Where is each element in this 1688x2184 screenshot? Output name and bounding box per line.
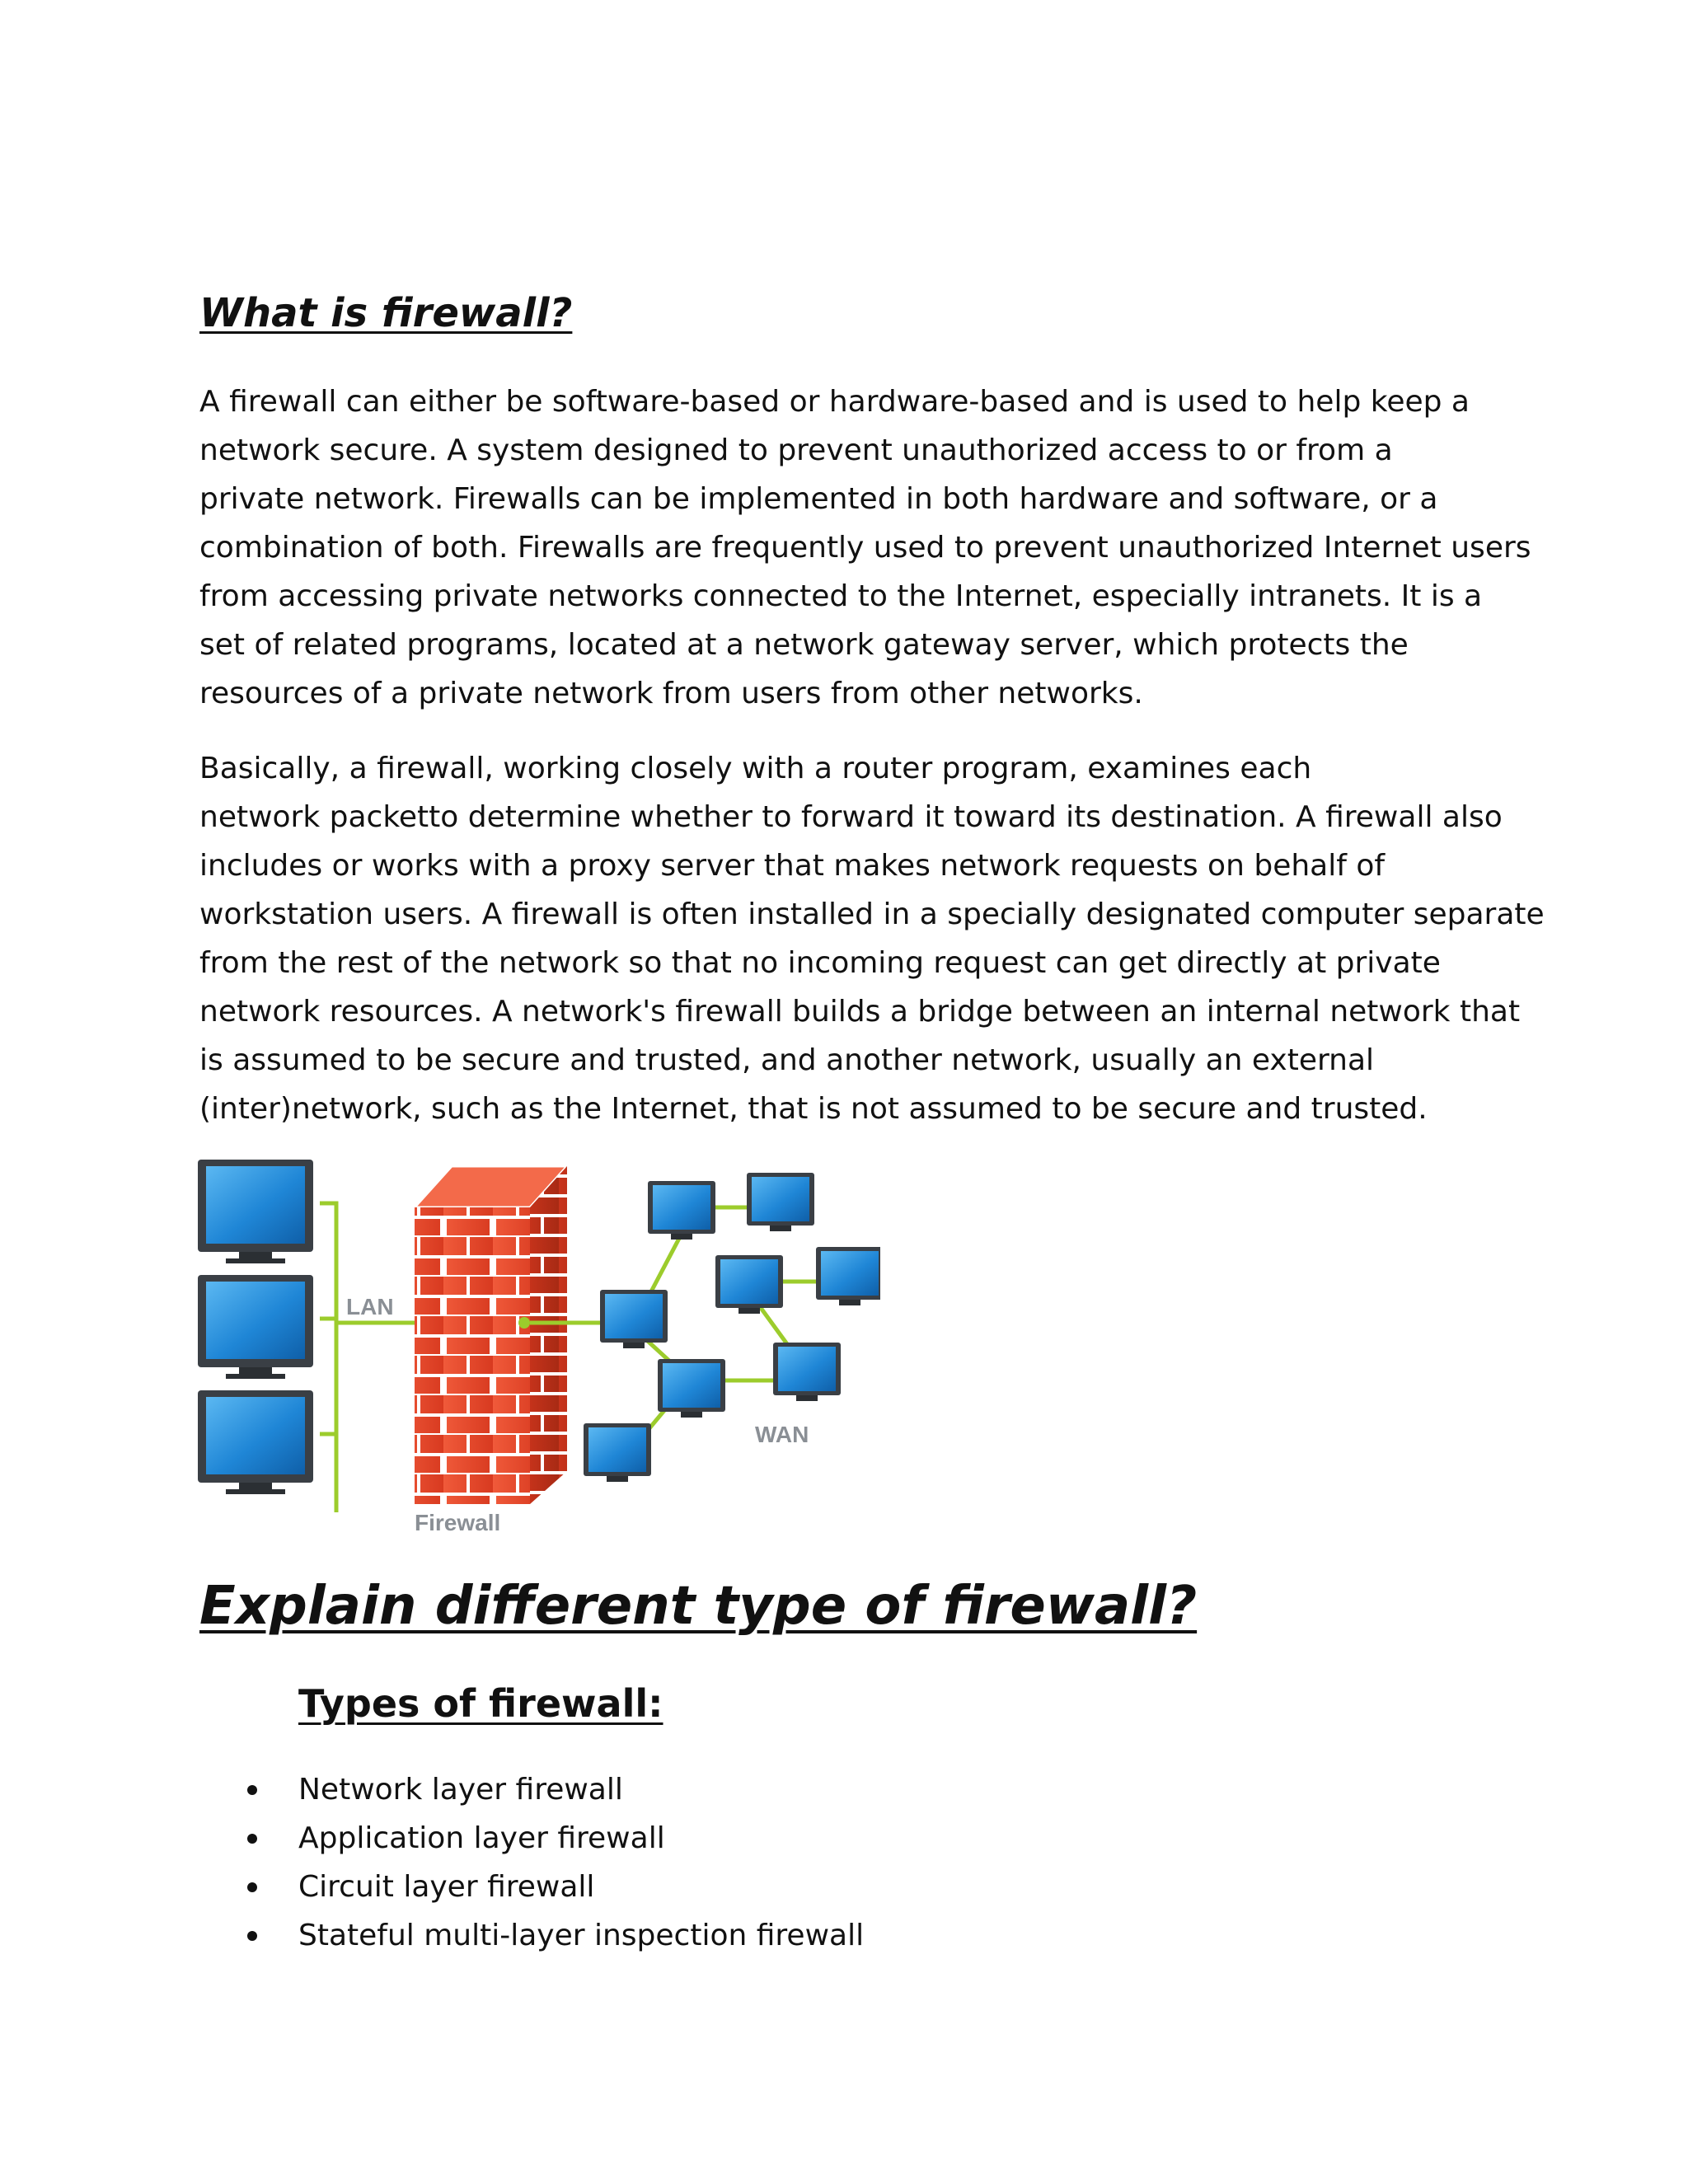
text-line: workstation users. A firewall is often installed in a specially designated computer separate: [199, 898, 1545, 931]
bullet-icon: [247, 1834, 257, 1844]
text-line: network packetto determine whether to forward it toward its destination. A firewall also: [199, 800, 1503, 834]
wan-computer-3: [600, 1290, 668, 1348]
text-line: (inter)network, such as the Internet, that is not assumed to be secure and trusted.: [199, 1092, 1428, 1126]
wan-computer-8: [584, 1423, 651, 1482]
wan-computer-6: [658, 1359, 725, 1418]
wan-computer-4: [715, 1255, 783, 1314]
bullet-icon: [247, 1931, 257, 1941]
lan-computer-3: [198, 1390, 313, 1494]
paragraph-firewall-operation: [199, 744, 1545, 1133]
lan-computer-2: [198, 1275, 313, 1379]
list-item-text: Application layer firewall: [298, 1821, 665, 1855]
list-item: [247, 1863, 864, 1911]
wan-computer-2: [747, 1173, 814, 1231]
lan-computer-1: [198, 1160, 313, 1263]
list-item-text: Network layer firewall: [298, 1773, 623, 1807]
heading-what-is-firewall: What is firewall?: [199, 290, 573, 336]
firewall-label: Firewall: [415, 1510, 501, 1535]
text-line: set of related programs, located at a network gateway server, which protects the: [199, 628, 1409, 662]
text-line: from the rest of the network so that no incoming request can get directly at private: [199, 946, 1441, 980]
list-item: [247, 1911, 864, 1960]
text-line: network secure. A system designed to prevent unauthorized access to or from a: [199, 434, 1393, 467]
subheading-types-of-firewall: Types of firewall:: [298, 1681, 663, 1726]
heading-firewall-types: Explain different type of firewall?: [199, 1576, 1198, 1637]
text-line: is assumed to be secure and trusted, and another network, usually an external: [199, 1043, 1375, 1077]
text-line: network resources. A network's firewall builds a bridge between an internal network that: [199, 995, 1521, 1029]
text-line: combination of both. Firewalls are frequently used to prevent unauthorized Internet users: [199, 531, 1531, 565]
text-line: private network. Firewalls can be implemented in both hardware and software, or a: [199, 482, 1438, 516]
text-line: Basically, a firewall, working closely with a router program, examines each: [199, 752, 1312, 785]
list-item-text: Circuit layer firewall: [298, 1870, 595, 1904]
bullet-icon: [247, 1882, 257, 1892]
lan-label: LAN: [346, 1294, 394, 1319]
text-line: from accessing private networks connected to the Internet, especially intranets. It is a: [199, 579, 1483, 613]
firewall-network-diagram: [196, 1158, 880, 1537]
text-line: resources of a private network from users from other networks.: [199, 677, 1143, 710]
wan-computer-7: [773, 1343, 841, 1401]
firewall-types-list: [247, 1765, 864, 1960]
text-line: includes or works with a proxy server that makes network requests on behalf of: [199, 849, 1386, 883]
wan-computer-1: [648, 1181, 715, 1240]
list-item: [247, 1814, 864, 1863]
wan-computer-5: [816, 1247, 880, 1305]
list-item: [247, 1765, 864, 1814]
firewall-wall-icon: [415, 1166, 567, 1504]
list-item-text: Stateful multi-layer inspection firewall: [298, 1919, 865, 1952]
text-line: A firewall can either be software-based or hardware-based and is used to help keep a: [199, 385, 1470, 419]
bullet-icon: [247, 1785, 257, 1795]
paragraph-firewall-definition: [199, 377, 1531, 718]
wan-label: WAN: [755, 1422, 809, 1447]
